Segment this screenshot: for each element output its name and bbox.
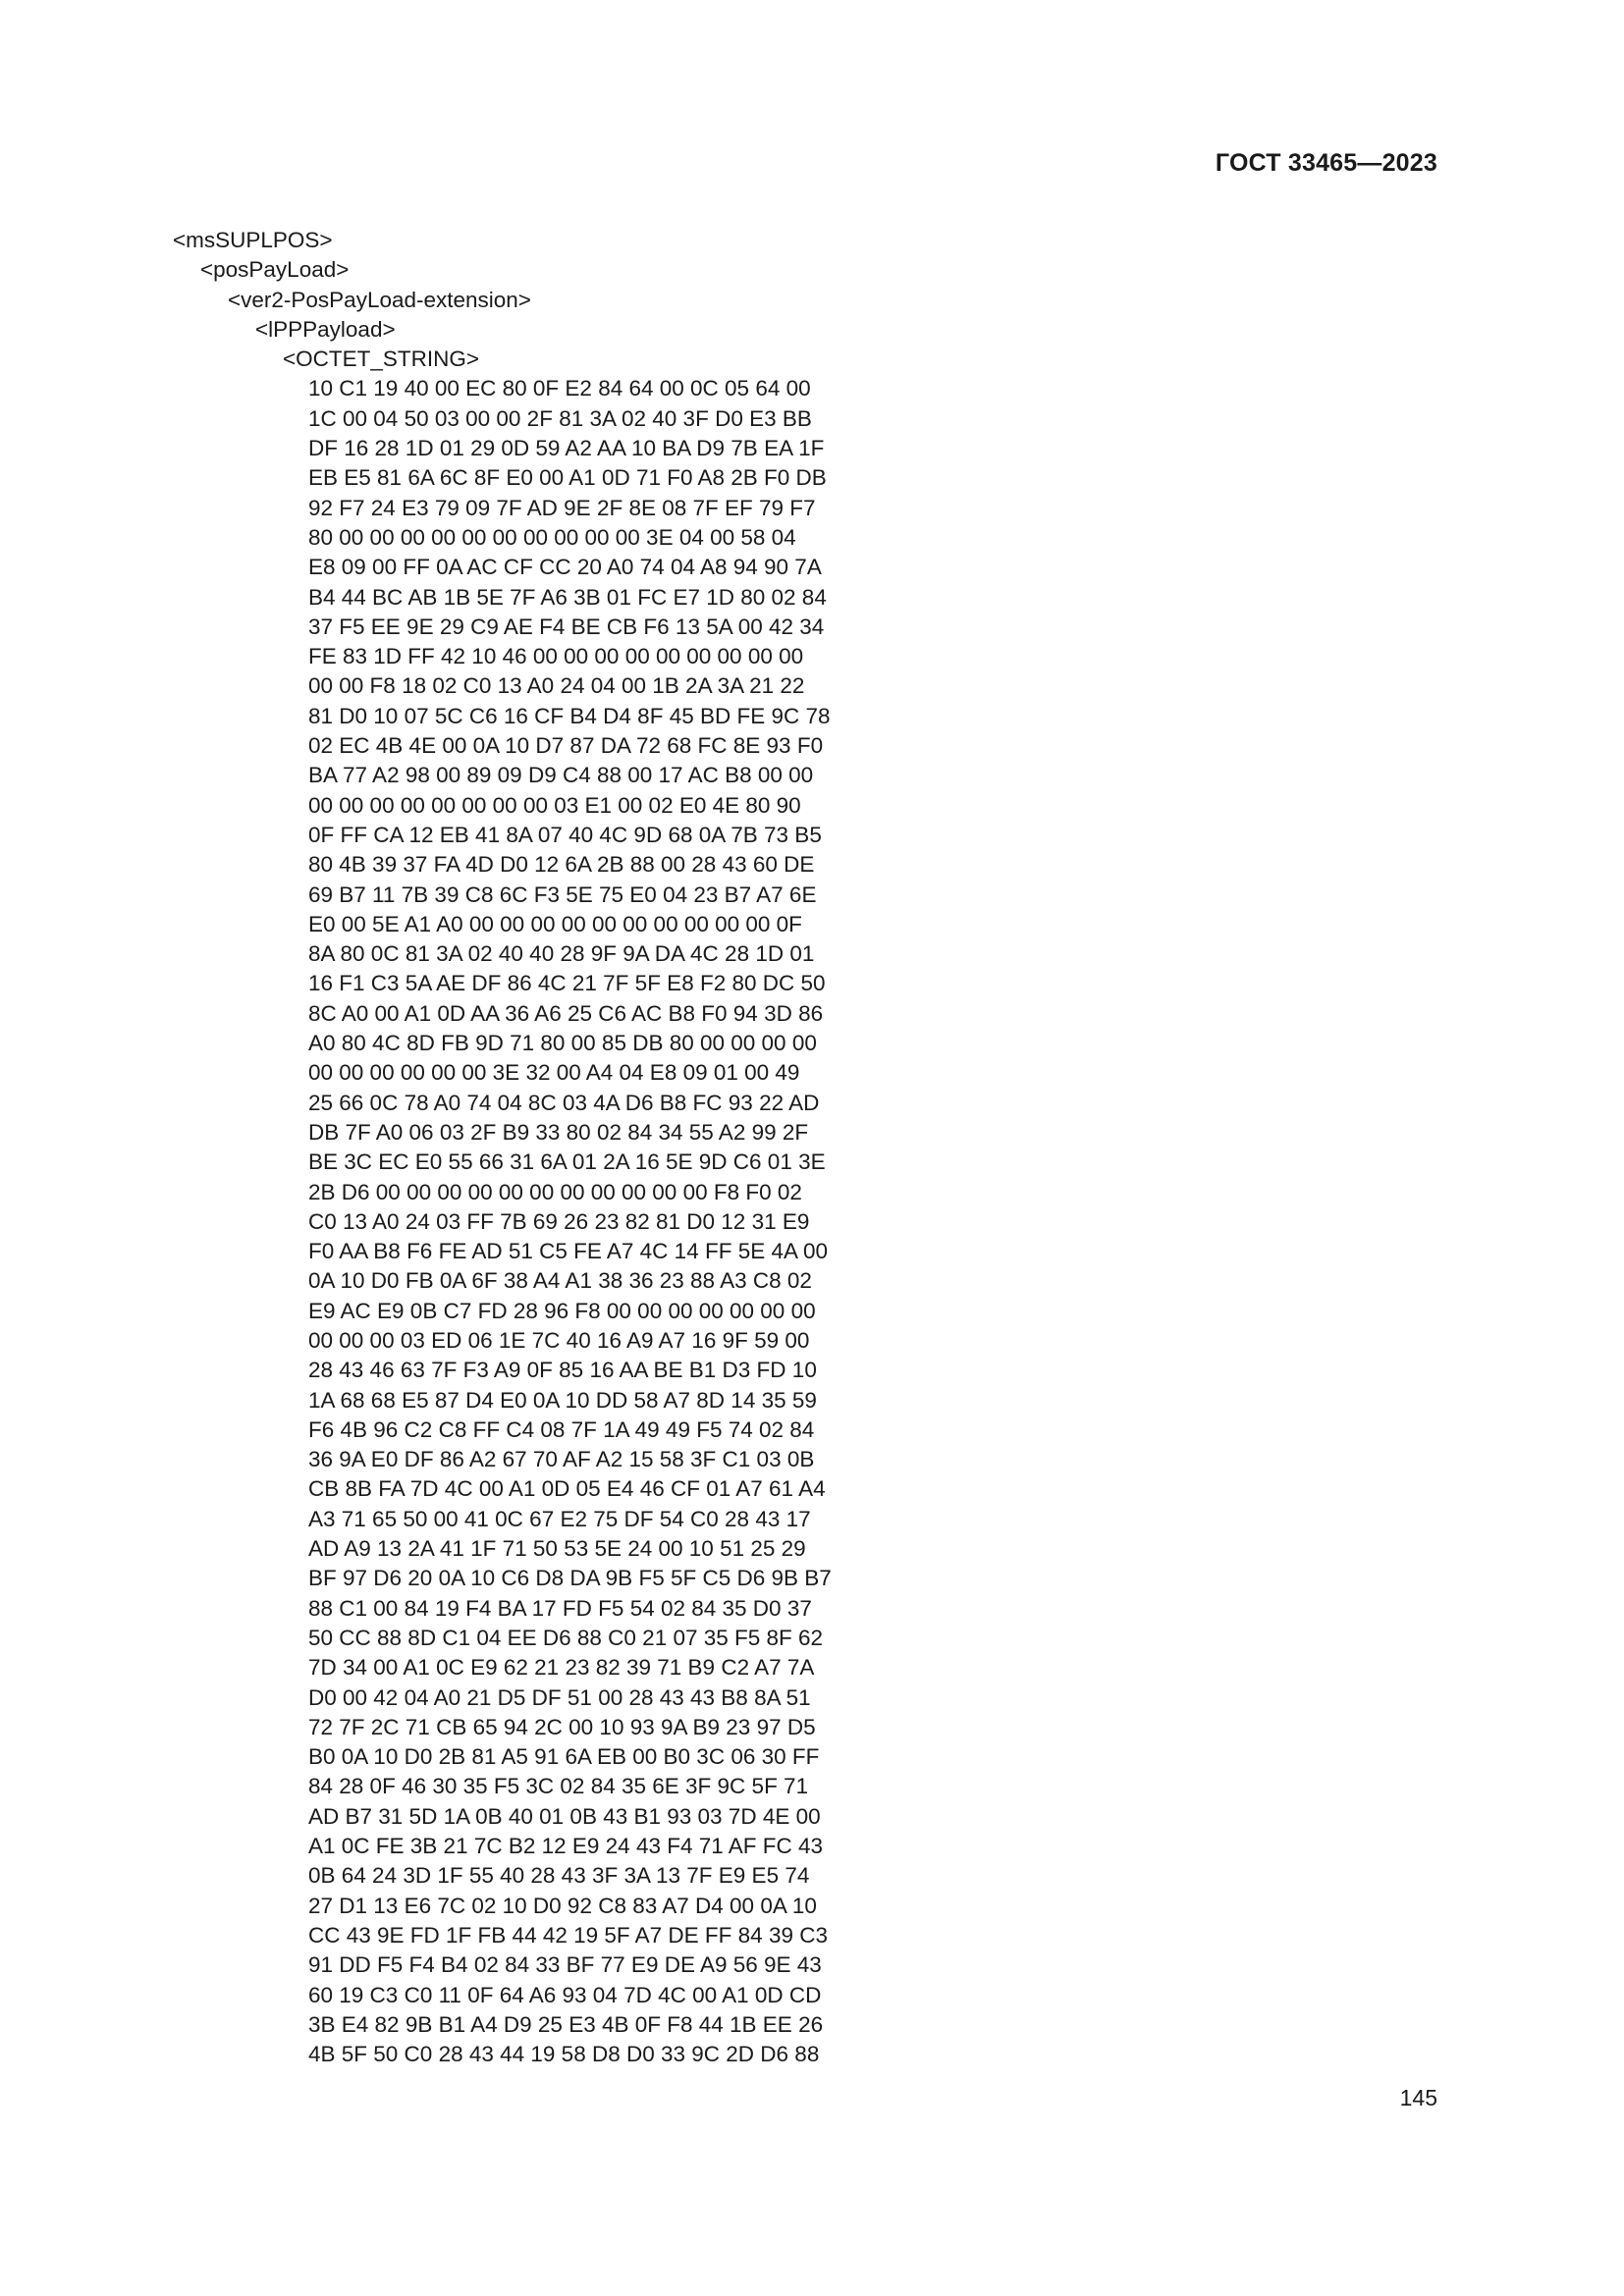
hex-line: BF 97 D6 20 0A 10 C6 D8 DA 9B F5 5F C5 D6 9B B7 bbox=[308, 1566, 832, 1591]
hex-line: 2B D6 00 00 00 00 00 00 00 00 00 00 00 F8 F0 02 bbox=[308, 1179, 802, 1204]
hex-line: B4 44 BC AB 1B 5E 7F A6 3B 01 FC E7 1D 80 02 84 bbox=[308, 584, 827, 610]
hex-line: CB 8B FA 7D 4C 00 A1 0D 05 E4 46 CF 01 A7 61 A4 bbox=[308, 1476, 826, 1502]
hex-line: 80 00 00 00 00 00 00 00 00 00 00 3E 04 00 58 04 bbox=[308, 524, 796, 550]
xml-code-block bbox=[173, 226, 832, 2069]
hex-line: 0B 64 24 3D 1F 55 40 28 43 3F 3A 13 7F E9 E5 74 bbox=[308, 1863, 810, 1889]
hex-line: A0 80 4C 8D FB 9D 71 80 00 85 DB 80 00 00 00 00 bbox=[308, 1031, 817, 1056]
hex-line: 00 00 F8 18 02 C0 13 A0 24 04 00 1B 2A 3A 21 22 bbox=[308, 673, 805, 699]
hex-line: D0 00 42 04 A0 21 D5 DF 51 00 28 43 43 B8 8A 51 bbox=[308, 1684, 811, 1710]
hex-line: 00 00 00 00 00 00 00 00 03 E1 00 02 E0 4E 80 90 bbox=[308, 792, 801, 818]
hex-line: CC 43 9E FD 1F FB 44 42 19 5F A7 DE FF 84 39 C3 bbox=[308, 1922, 828, 1948]
page-number: 145 bbox=[1399, 2085, 1437, 2110]
hex-line: 0A 10 D0 FB 0A 6F 38 A4 A1 38 36 23 88 A3 C8 02 bbox=[308, 1268, 812, 1294]
hex-line: B0 0A 10 D0 2B 81 A5 91 6A EB 00 B0 3C 06 30 FF bbox=[308, 1744, 820, 1770]
hex-line: 8C A0 00 A1 0D AA 36 A6 25 C6 AC B8 F0 94 3D 86 bbox=[308, 1000, 824, 1026]
hex-line: 25 66 0C 78 A0 74 04 8C 03 4A D6 B8 FC 93 22 AD bbox=[308, 1090, 820, 1115]
hex-line: 37 F5 EE 9E 29 C9 AE F4 BE CB F6 13 5A 00 42 34 bbox=[308, 614, 825, 639]
hex-line: 7D 34 00 A1 0C E9 62 21 23 82 39 71 B9 C2 A7 7A bbox=[308, 1655, 815, 1681]
hex-line: EB E5 81 6A 6C 8F E0 00 A1 0D 71 F0 A8 2B F0 DB bbox=[308, 465, 827, 491]
hex-line: A1 0C FE 3B 21 7C B2 12 E9 24 43 F4 71 AF FC 43 bbox=[308, 1834, 824, 1859]
hex-line: E8 09 00 FF 0A AC CF CC 20 A0 74 04 A8 94 90 7A bbox=[308, 555, 822, 580]
hex-line: BA 77 A2 98 00 89 09 D9 C4 88 00 17 AC B8 00 00 bbox=[308, 763, 814, 788]
hex-line: 72 7F 2C 71 CB 65 94 2C 00 10 93 9A B9 23 97 D5 bbox=[308, 1714, 816, 1739]
hex-line: 16 F1 C3 5A AE DF 86 4C 21 7F 5F E8 F2 80 DC 50 bbox=[308, 971, 826, 996]
hex-line: 91 DD F5 F4 B4 02 84 33 BF 77 E9 DE A9 56 9E 43 bbox=[308, 1952, 822, 1978]
standard-designation: ГОСТ 33465—2023 bbox=[1215, 149, 1437, 177]
xml-tag-ver2-extension: <ver2-PosPayLoad-extension> bbox=[228, 287, 531, 312]
hex-line: F0 AA B8 F6 FE AD 51 C5 FE A7 4C 14 FF 5E 4A 00 bbox=[308, 1239, 829, 1264]
hex-line: F6 4B 96 C2 C8 FF C4 08 7F 1A 49 49 F5 74 02 84 bbox=[308, 1416, 815, 1442]
hex-line: A3 71 65 50 00 41 0C 67 E2 75 DF 54 C0 28 43 17 bbox=[308, 1506, 811, 1531]
hex-line: DB 7F A0 06 03 2F B9 33 80 02 84 34 55 A2 99 2F bbox=[308, 1119, 809, 1145]
hex-line: 3B E4 82 9B B1 A4 D9 25 E3 4B 0F F8 44 1B EE 26 bbox=[308, 2011, 824, 2037]
hex-line: 10 C1 19 40 00 EC 80 0F E2 84 64 00 0C 05 64 00 bbox=[308, 376, 811, 401]
hex-line: 4B 5F 50 C0 28 43 44 19 58 D8 D0 33 9C 2D D6 88 bbox=[308, 2042, 820, 2067]
hex-line: 00 00 00 03 ED 06 1E 7C 40 16 A9 A7 16 9F 59 00 bbox=[308, 1327, 810, 1353]
hex-line: 8A 80 0C 81 3A 02 40 40 28 9F 9A DA 4C 28 1D 01 bbox=[308, 941, 815, 967]
hex-line: 81 D0 10 07 5C C6 16 CF B4 D4 8F 45 BD FE 9C 78 bbox=[308, 703, 831, 728]
hex-line: DF 16 28 1D 01 29 0D 59 A2 AA 10 BA D9 7B EA 1F bbox=[308, 436, 825, 461]
hex-line: FE 83 1D FF 42 10 46 00 00 00 00 00 00 00 00 00 bbox=[308, 644, 804, 669]
hex-line: 60 19 C3 C0 11 0F 64 A6 93 04 7D 4C 00 A1 0D CD bbox=[308, 1982, 822, 2007]
hex-line: 02 EC 4B 4E 00 0A 10 D7 87 DA 72 68 FC 8E 93 F0 bbox=[308, 733, 824, 759]
hex-dump bbox=[173, 374, 832, 2069]
hex-line: 36 9A E0 DF 86 A2 67 70 AF A2 15 58 3F C1 03 0B bbox=[308, 1447, 815, 1472]
hex-line: E0 00 5E A1 A0 00 00 00 00 00 00 00 00 00 00 0F bbox=[308, 911, 802, 936]
hex-line: E9 AC E9 0B C7 FD 28 96 F8 00 00 00 00 00 00 00 bbox=[308, 1298, 816, 1323]
hex-line: 80 4B 39 37 FA 4D D0 12 6A 2B 88 00 28 43 60 DE bbox=[308, 852, 815, 878]
hex-line: 1A 68 68 E5 87 D4 E0 0A 10 DD 58 A7 8D 14 35 59 bbox=[308, 1387, 817, 1413]
hex-line: BE 3C EC E0 55 66 31 6A 01 2A 16 5E 9D C6 01 3E bbox=[308, 1149, 826, 1175]
xml-tag-lpp-payload: <lPPPayload> bbox=[255, 316, 396, 342]
hex-line: 27 D1 13 E6 7C 02 10 D0 92 C8 83 A7 D4 00 0A 10 bbox=[308, 1893, 817, 1918]
hex-line: 84 28 0F 46 30 35 F5 3C 02 84 35 6E 3F 9C 5F 71 bbox=[308, 1774, 809, 1799]
hex-line: AD B7 31 5D 1A 0B 40 01 0B 43 B1 93 03 7D 4E 00 bbox=[308, 1803, 821, 1829]
hex-line: 28 43 46 63 7F F3 A9 0F 85 16 AA BE B1 D3 FD 10 bbox=[308, 1358, 817, 1383]
hex-line: 1C 00 04 50 03 00 00 2F 81 3A 02 40 3F D0 E3 BB bbox=[308, 405, 812, 431]
xml-tag-ms-suplpos: <msSUPLPOS> bbox=[173, 228, 333, 252]
hex-line: 0F FF CA 12 EB 41 8A 07 40 4C 9D 68 0A 7B 73 B5 bbox=[308, 822, 822, 847]
hex-line: 50 CC 88 8D C1 04 EE D6 88 C0 21 07 35 F5 8F 62 bbox=[308, 1625, 824, 1650]
hex-line: 88 C1 00 84 19 F4 BA 17 FD F5 54 02 84 35 D0 37 bbox=[308, 1595, 812, 1621]
hex-line: 69 B7 11 7B 39 C8 6C F3 5E 75 E0 04 23 B7 A7 6E bbox=[308, 881, 817, 907]
hex-line: 00 00 00 00 00 00 3E 32 00 A4 04 E8 09 01 00 49 bbox=[308, 1060, 800, 1086]
hex-line: 92 F7 24 E3 79 09 7F AD 9E 2F 8E 08 7F EF 79 F7 bbox=[308, 495, 816, 520]
hex-line: AD A9 13 2A 41 1F 71 50 53 5E 24 00 10 51 25 29 bbox=[308, 1536, 806, 1562]
xml-tag-pos-payload: <posPayLoad> bbox=[200, 257, 350, 283]
hex-line: C0 13 A0 24 03 FF 7B 69 26 23 82 81 D0 12 31 E9 bbox=[308, 1208, 810, 1234]
xml-tag-octet-string: <OCTET_STRING> bbox=[283, 347, 480, 372]
